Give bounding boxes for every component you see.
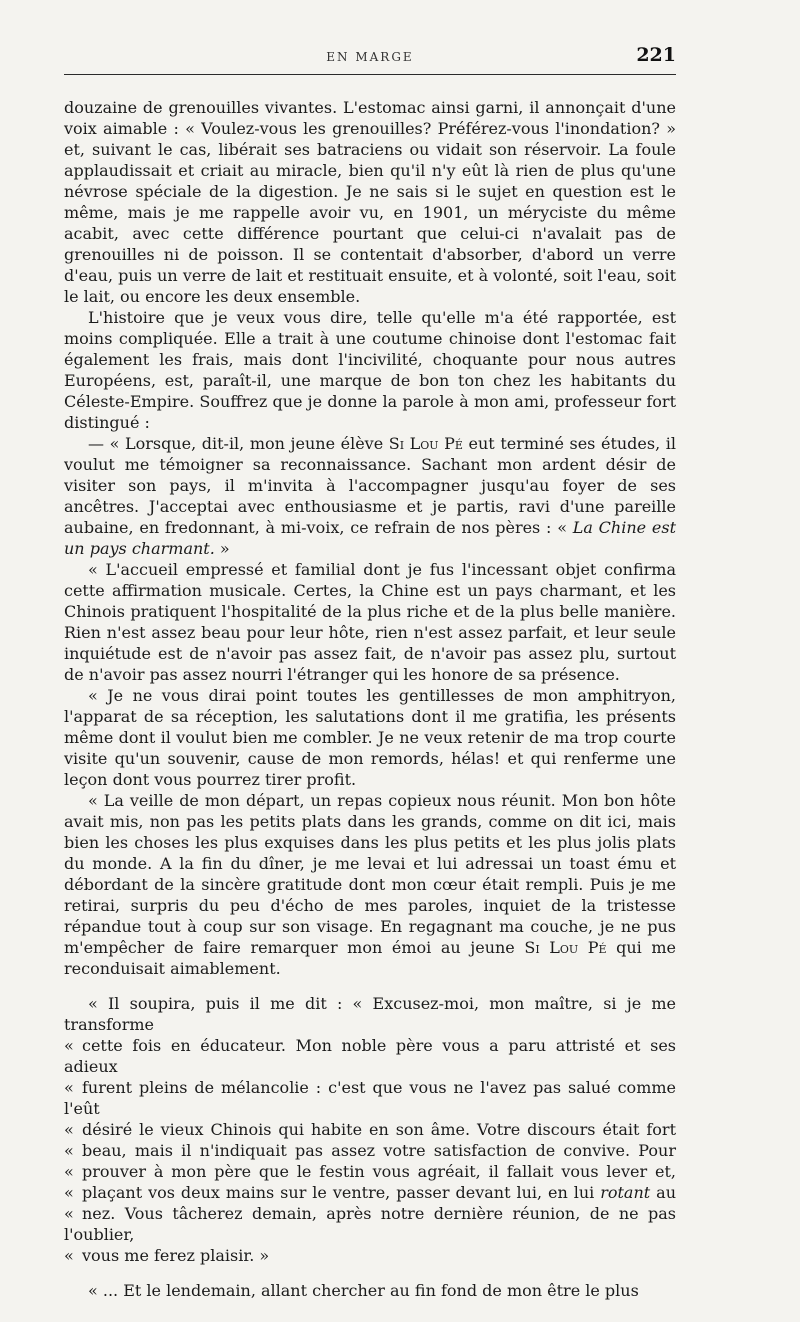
guillemet-mark: « (64, 1246, 74, 1265)
quote-line (64, 1182, 676, 1203)
book-page (64, 40, 676, 1301)
paragraph-final (64, 1280, 676, 1301)
text-run: prouver à mon père que le festin vous agréait, il fallait vous lever et, (82, 1162, 676, 1181)
quote-line (64, 1245, 676, 1266)
paragraph (64, 97, 676, 307)
text-run: au (650, 1183, 676, 1202)
text-run: » (214, 539, 230, 558)
quote-line (64, 993, 676, 1035)
guillemet-mark: « (64, 1036, 74, 1055)
page-number: 221 (636, 44, 676, 66)
text-run: « ... Et le lendemain, allant chercher au fin fond de mon être le plus (88, 1281, 639, 1300)
guillemet-mark: « (64, 1120, 74, 1139)
guillemet-mark: « (64, 1141, 74, 1160)
dialogue-quote-block (64, 993, 676, 1266)
small-caps-name: Si Lou Pé (524, 938, 607, 957)
text-run: « La veille de mon départ, un repas copieux nous réunit. Mon bon hôte avait mis, non pas les petits plats dans les grands, comme on dit ici, mais bien les choses les plus exquises dans les plus petits et les plus jolis plats du monde. A la fin du dîner, je me levai et lui adressai un toast ému et débordant de la sincère gratitude dont mon cœur était rempli. Puis je me retirai, surpris du peu d'écho de mes paroles, inquiet de la tristesse répandue tout à coup sur son visage. En regagnant ma couche, je ne pus m'empêcher de faire remarquer mon émoi au jeune (64, 791, 676, 957)
quote-line (64, 1119, 676, 1140)
quote-line (64, 1161, 676, 1182)
guillemet-mark: « (64, 1204, 74, 1223)
paragraph (64, 790, 676, 979)
guillemet-mark: « (64, 1078, 74, 1097)
small-caps-name: Si Lou Pé (388, 434, 463, 453)
italic-text: La Chine est un pays charmant. (64, 518, 676, 558)
text-run: eut terminé ses études, il voulut me témoigner sa reconnaissance. Sachant mon ardent désir de visiter son pays, il m'invita à l'accompagner jusqu'au foyer de ses ancêtres. J'acceptai avec enthousiasme et je partis, ravi d'une pareille aubaine, en fredonnant, à mi-voix, ce refrain de nos pères : « (64, 434, 677, 537)
paragraph (64, 559, 676, 685)
quote-line (64, 1035, 676, 1077)
quote-line (64, 1203, 676, 1245)
text-run: désiré le vieux Chinois qui habite en son âme. Votre discours était fort (82, 1120, 676, 1139)
text-run: L'histoire que je veux vous dire, telle qu'elle m'a été rapportée, est moins compliquée. Elle a trait à une coutume chinoise dont l'estomac fait également les frais, mais dont l'incivilité, choquante pour nous autres Européens, est, paraît-il, une marque de bon ton chez les habitants du Céleste-Empire. Souffrez que je donne la parole à mon ami, professeur fort distingué : (64, 308, 676, 432)
text-run: « Il soupira, puis il me dit : « Excusez-moi, mon maître, si je me transforme (64, 994, 676, 1034)
text-run: « L'accueil empressé et familial dont je fus l'incessant objet confirma cette affirmation musicale. Certes, la Chine est un pays charmant, et les Chinois pratiquent l'hospitalité de la plus riche et de la plus belle manière. Rien n'est assez beau pour leur hôte, rien n'est assez parfait, et leur seule inquiétude est de n'avoir pas assez fait, de n'avoir pas assez plu, surtout de n'avoir pas assez nourri l'étranger qui les honore de sa présence. (64, 560, 676, 684)
paragraph (64, 685, 676, 790)
quote-line (64, 1077, 676, 1119)
text-run: plaçant vos deux mains sur le ventre, passer devant lui, en lui (82, 1183, 601, 1202)
text-run: qui me reconduisait aimablement. (64, 938, 677, 978)
running-header (64, 40, 676, 75)
text-run: vous me ferez plaisir. » (82, 1246, 270, 1265)
italic-text: rotant (600, 1183, 651, 1202)
text-run: nez. Vous tâcherez demain, après notre dernière réunion, de ne pas l'oublier, (64, 1204, 676, 1244)
guillemet-mark: « (64, 1183, 74, 1202)
text-run: furent pleins de mélancolie : c'est que vous ne l'avez pas salué comme l'eût (64, 1078, 676, 1118)
text-run: « Je ne vous dirai point toutes les gentillesses de mon amphitryon, l'apparat de sa réception, les salutations dont il me gratifia, les présents même dont il voulut bien me combler. Je ne veux retenir de ma trop courte visite qu'un souvenir, cause de mon remords, hélas! et qui renferme une leçon dont vous pourrez tirer profit. (64, 686, 676, 789)
running-title: EN MARGE (326, 50, 414, 64)
text-run: — « Lorsque, dit-il, mon jeune élève (88, 434, 389, 453)
quote-line (64, 1140, 676, 1161)
body-text (64, 97, 676, 979)
paragraph (64, 433, 676, 559)
text-run: cette fois en éducateur. Mon noble père vous a paru attristé et ses adieux (64, 1036, 676, 1076)
text-run: beau, mais il n'indiquait pas assez votre satisfaction de convive. Pour (82, 1141, 676, 1160)
paragraph (64, 307, 676, 433)
guillemet-mark: « (64, 1162, 74, 1181)
text-run: douzaine de grenouilles vivantes. L'estomac ainsi garni, il annonçait d'une voix aimable : « Voulez-vous les grenouilles? Préférez-vous l'inondation? » et, suivant le cas, libérait ses batraciens ou vidait son réservoir. La foule applaudissait et criait au miracle, bien qu'il n'y eût là rien de plus qu'une névrose spéciale de la digestion. Je ne sais si le sujet en question est le même, mais je me rappelle avoir vu, en 1901, un méryciste du même acabit, avec cette différence pourtant que celui-ci n'avalait pas de grenouilles ni de poisson. Il se contentait d'absorber, d'abord un verre d'eau, puis un verre de lait et restituait ensuite, et à volonté, soit l'eau, soit le lait, ou encore les deux ensemble. (64, 98, 676, 306)
